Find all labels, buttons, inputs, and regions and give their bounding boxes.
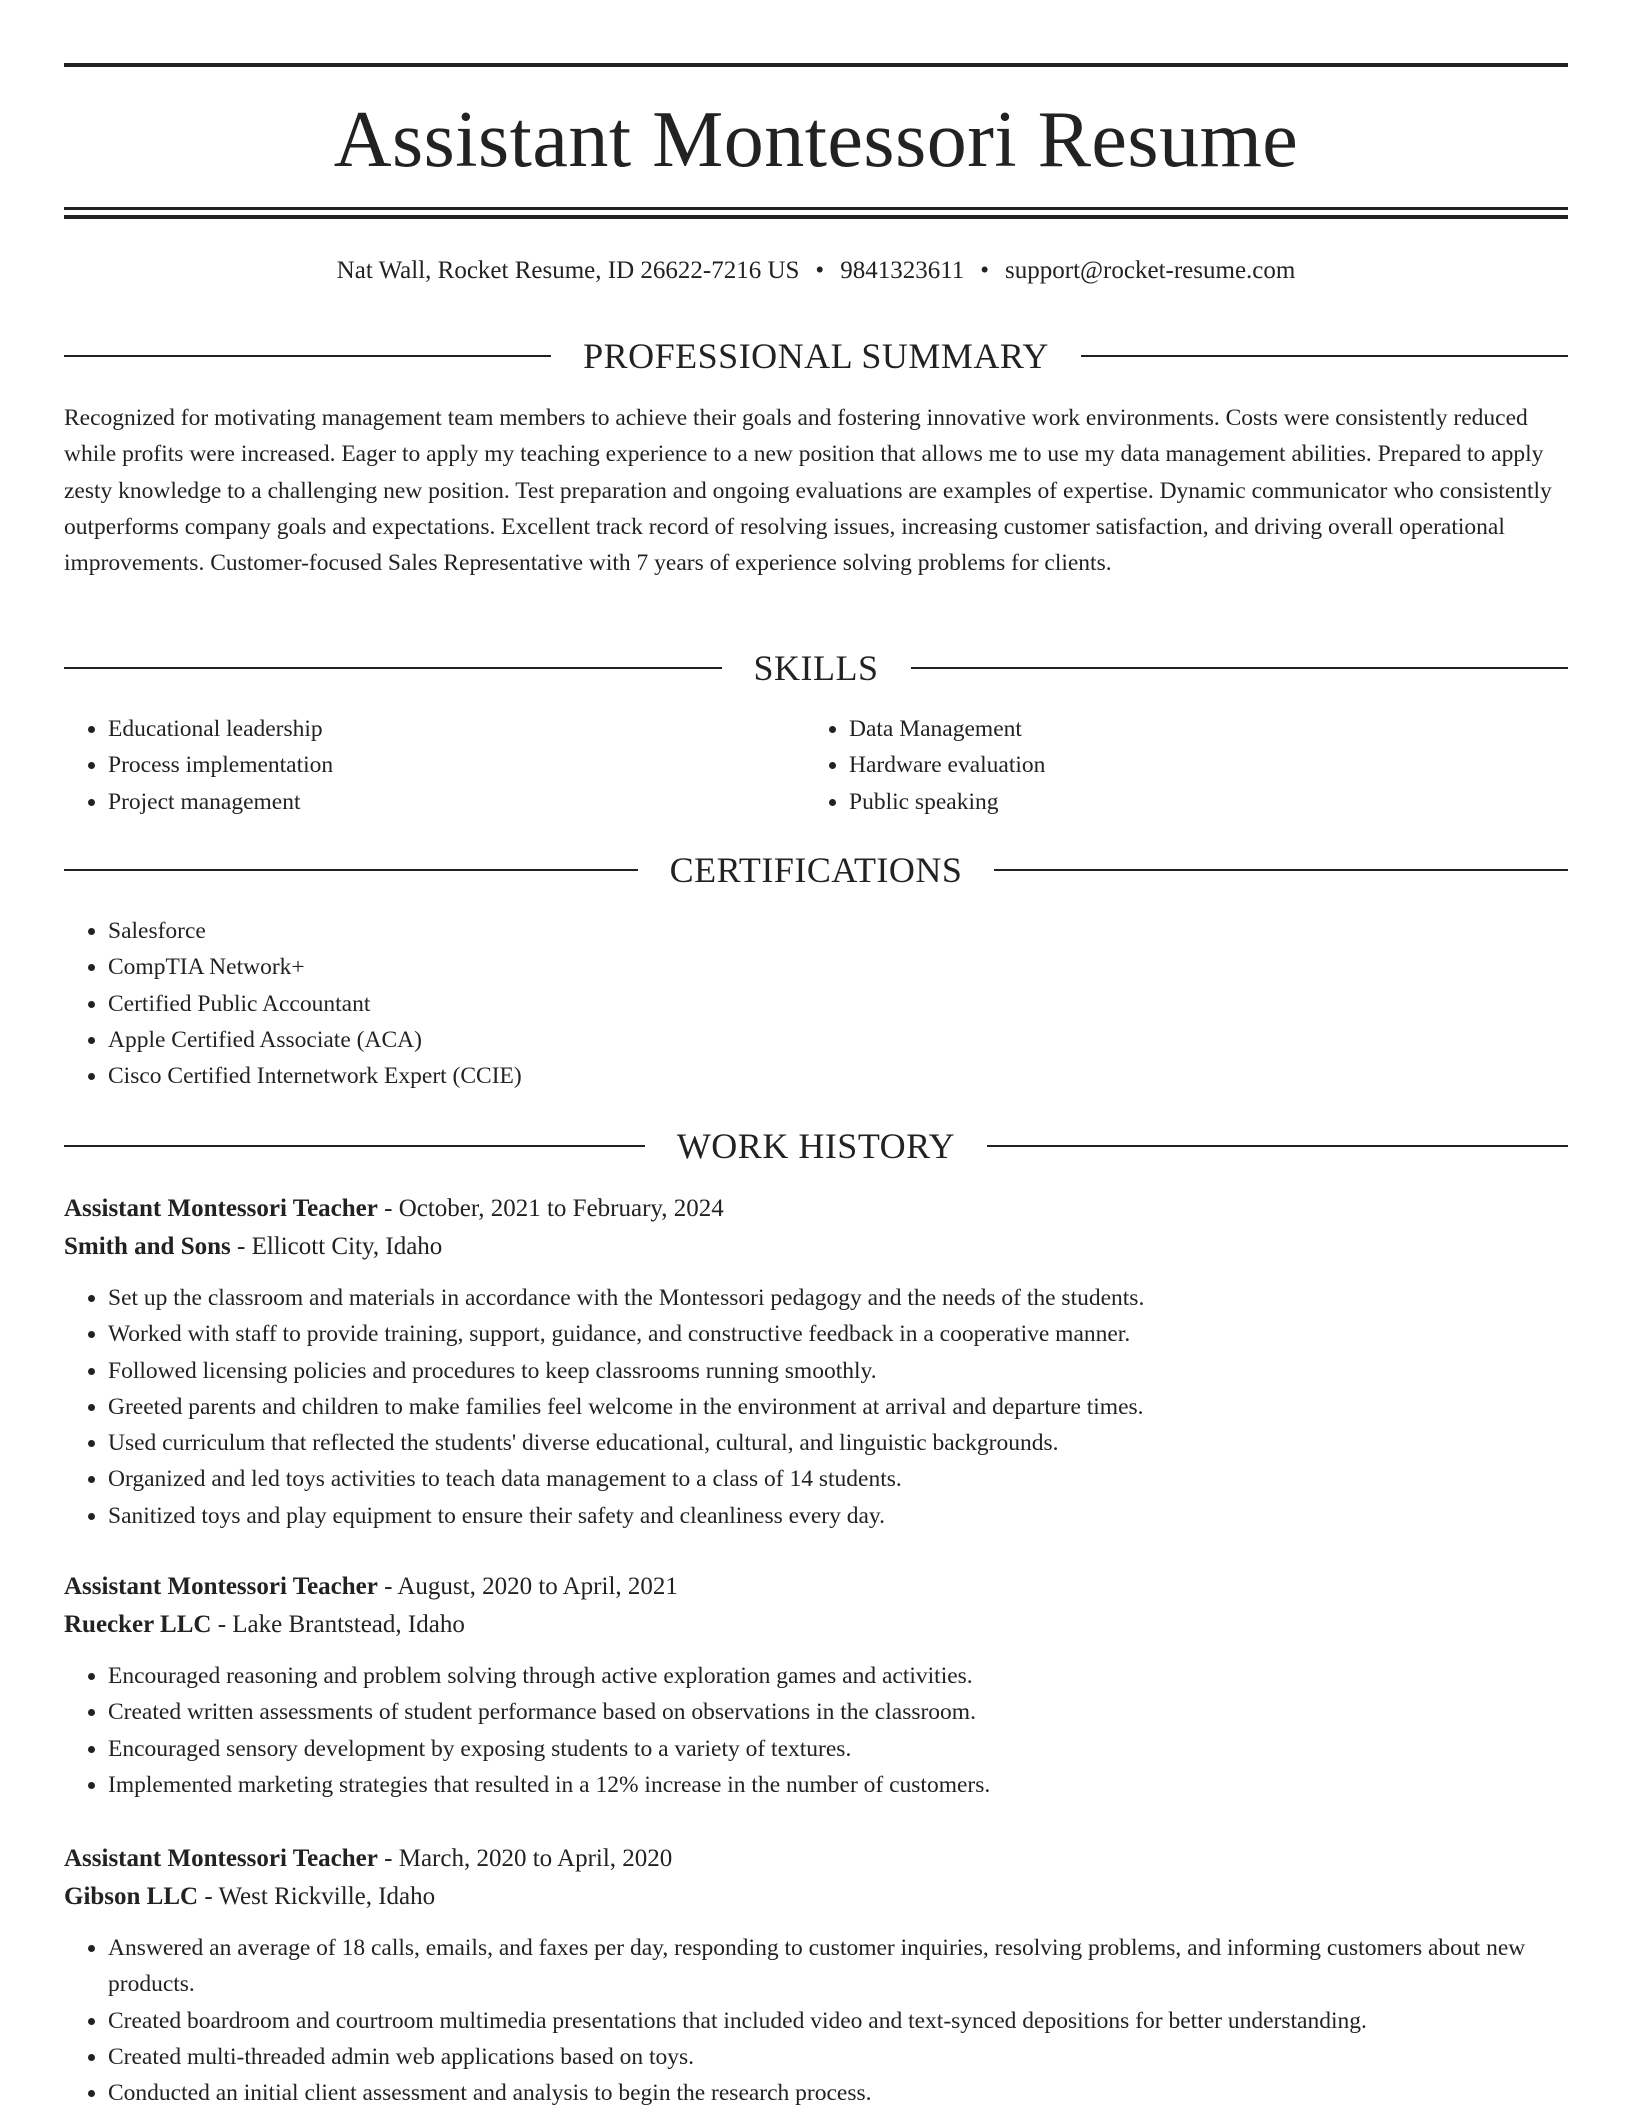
title-underline-thick	[64, 215, 1568, 219]
contact-separator: •	[980, 257, 990, 284]
job-company-line	[64, 1606, 1568, 1644]
contact-email: support@rocket-resume.com	[1005, 257, 1296, 284]
heading-rule	[1081, 355, 1568, 357]
title-underline-thin	[64, 207, 1568, 210]
section-heading-summary	[64, 333, 1568, 379]
certification-item: • Certified Public Accountant	[108, 986, 1064, 1022]
contact-phone: 9841323611	[840, 257, 965, 284]
heading-label: WORK HISTORY	[676, 1126, 956, 1166]
skills-list-right	[805, 711, 1545, 820]
certification-item: • Salesforce	[108, 913, 1064, 949]
summary-text: Recognized for motivating management team members to achieve their goals and fostering innovative work environments. Costs were consistently reduced while profits were increased. Eager to apply my teaching experience to a new position that allows me to use my data management abilities. Prepared to apply zesty knowledge to a challenging new position. Test preparation and ongoing evaluations are examples of expertise. Dynamic communicator who consistently outperforms company goals and expectations. Excellent track record of resolving issues, increasing customer satisfaction, and driving overall operational improvements. Customer-focused Sales Representative with 7 years of experience solving problems for clients.	[64, 405, 1552, 577]
heading-rule	[64, 667, 722, 669]
job-duty: • Greeted parents and children to make families feel welcome in the environment at arrival and departure times.	[108, 1389, 1568, 1425]
job-duty: • Sanitized toys and play equipment to ensure their safety and cleanliness every day.	[108, 1498, 1568, 1534]
job-dates: - October, 2021 to February, 2024	[377, 1195, 724, 1222]
job-title-line	[64, 1840, 1568, 1878]
contact-separator: •	[815, 257, 825, 284]
job-location: - Ellicott City, Idaho	[230, 1233, 443, 1260]
job-duty: • Created written assessments of student performance based on observations in the classroom.	[108, 1694, 1568, 1730]
skill-item: • Public speaking	[849, 784, 1545, 820]
skills-column-right	[805, 711, 1545, 820]
heading-label: CERTIFICATIONS	[669, 850, 963, 890]
skill-item: • Educational leadership	[108, 711, 804, 747]
job-title-line	[64, 1190, 1568, 1228]
job-duty: • Encouraged reasoning and problem solving through active exploration games and activities.	[108, 1658, 1568, 1694]
job-duties-list	[64, 1280, 1568, 1534]
job-company-line	[64, 1228, 1568, 1266]
heading-label: PROFESSIONAL SUMMARY	[583, 336, 1049, 376]
heading-rule	[64, 1145, 645, 1147]
section-heading-skills	[64, 645, 1568, 691]
job-entry	[64, 1840, 1568, 2111]
contact-line	[64, 254, 1568, 288]
skill-item: • Process implementation	[108, 747, 804, 783]
job-location: - Lake Brantstead, Idaho	[211, 1611, 465, 1638]
job-duties-list	[64, 1930, 1568, 2111]
skill-item: • Project management	[108, 784, 804, 820]
job-entry	[64, 1568, 1568, 1803]
job-duty: • Followed licensing policies and procedures to keep classrooms running smoothly.	[108, 1353, 1568, 1389]
job-location: - West Rickville, Idaho	[198, 1883, 436, 1910]
job-entry	[64, 1190, 1568, 1534]
certification-item: • Cisco Certified Internetwork Expert (CCIE)	[108, 1058, 1064, 1094]
job-company-line	[64, 1878, 1568, 1916]
job-dates: - March, 2020 to April, 2020	[377, 1845, 673, 1872]
skills-list-left	[64, 711, 804, 820]
job-duty: • Worked with staff to provide training, support, guidance, and constructive feedback in a cooperative manner.	[108, 1316, 1568, 1352]
job-title-line	[64, 1568, 1568, 1606]
job-title: Assistant Montessori Teacher	[64, 1195, 378, 1222]
job-company: Gibson LLC	[64, 1883, 199, 1910]
job-title: Assistant Montessori Teacher	[64, 1573, 378, 1600]
job-duty: • Organized and led toys activities to teach data management to a class of 14 students.	[108, 1461, 1568, 1497]
job-duty: • Implemented marketing strategies that resulted in a 12% increase in the number of customers.	[108, 1767, 1568, 1803]
job-duty: • Encouraged sensory development by exposing students to a variety of textures.	[108, 1731, 1568, 1767]
job-duty: • Created boardroom and courtroom multimedia presentations that included video and text-synced depositions for better understanding.	[108, 2003, 1568, 2039]
heading-rule	[911, 667, 1569, 669]
job-company: Ruecker LLC	[64, 1611, 212, 1638]
section-heading-work-history	[64, 1123, 1568, 1169]
job-duty: • Conducted an initial client assessment and analysis to begin the research process.	[108, 2075, 1568, 2111]
job-duty: • Set up the classroom and materials in accordance with the Montessori pedagogy and the needs of the students.	[108, 1280, 1568, 1316]
job-title: Assistant Montessori Teacher	[64, 1845, 378, 1872]
heading-rule	[987, 1145, 1568, 1147]
contact-address: Nat Wall, Rocket Resume, ID 26622-7216 US	[336, 257, 800, 284]
skills-column-left	[64, 711, 804, 820]
skill-item: • Data Management	[849, 711, 1545, 747]
section-heading-certifications	[64, 847, 1568, 893]
heading-label: SKILLS	[753, 648, 879, 688]
heading-rule	[64, 355, 551, 357]
heading-rule	[994, 869, 1568, 871]
job-duty: • Created multi-threaded admin web applications based on toys.	[108, 2039, 1568, 2075]
resume-title: Assistant Montessori Resume	[333, 96, 1299, 184]
top-rule	[64, 63, 1568, 67]
job-duty: • Used curriculum that reflected the students' diverse educational, cultural, and linguistic backgrounds.	[108, 1425, 1568, 1461]
certification-item: • Apple Certified Associate (ACA)	[108, 1022, 1064, 1058]
certifications-block	[64, 913, 1064, 1094]
job-dates: - August, 2020 to April, 2021	[377, 1573, 678, 1600]
job-company: Smith and Sons	[64, 1233, 231, 1260]
heading-rule	[64, 869, 638, 871]
job-duty: • Answered an average of 18 calls, emails, and faxes per day, responding to customer inquiries, resolving problems, and informing customers about new products.	[108, 1930, 1568, 2003]
job-duties-list	[64, 1658, 1568, 1803]
certifications-list	[64, 913, 1064, 1094]
certification-item: • CompTIA Network+	[108, 949, 1064, 985]
skill-item: • Hardware evaluation	[849, 747, 1545, 783]
